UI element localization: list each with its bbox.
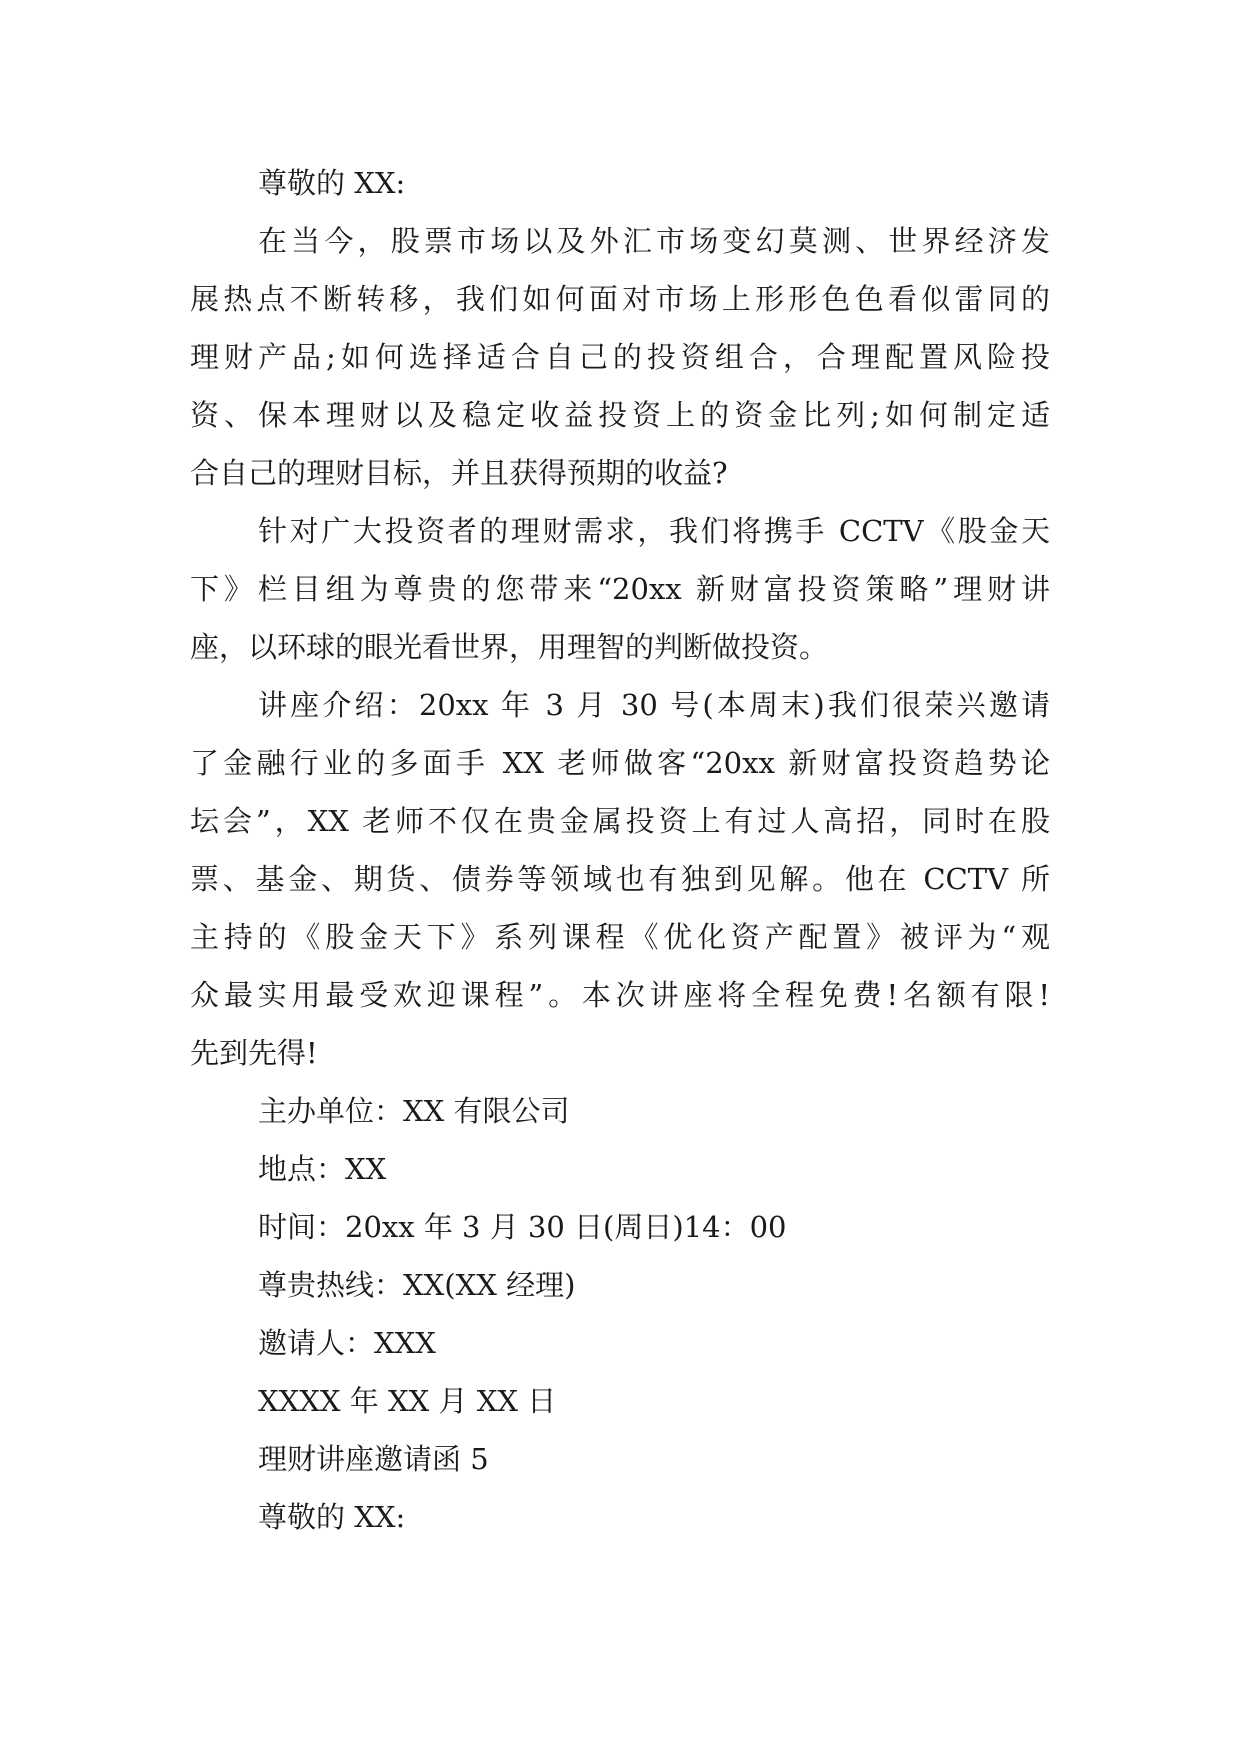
paragraph-3-line-2: 了金融行业的多面手 XX 老师做客“20xx 新财富投资趋势论 <box>190 746 1050 780</box>
paragraph-1-line-5: 合自己的理财目标，并且获得预期的收益? <box>190 456 728 490</box>
organizer-line: 主办单位：XX 有限公司 <box>258 1094 570 1128</box>
salutation: 尊敬的 XX: <box>258 166 406 200</box>
paragraph-3-line-4: 票、基金、期货、债券等领域也有独到见解。他在 CCTV 所 <box>190 862 1050 896</box>
date-line: XXXX 年 XX 月 XX 日 <box>258 1384 557 1418</box>
paragraph-1-line-2: 展热点不断转移，我们如何面对市场上形形色色看似雷同的 <box>190 282 1050 316</box>
paragraph-2-line-1: 针对广大投资者的理财需求，我们将携手 CCTV《股金天 <box>258 514 1050 548</box>
section-title: 理财讲座邀请函 5 <box>258 1442 489 1476</box>
paragraph-3-line-1: 讲座介绍：20xx 年 3 月 30 号(本周末)我们很荣兴邀请 <box>258 688 1050 722</box>
paragraph-3-line-5: 主持的《股金天下》系列课程《优化资产配置》被评为“观 <box>190 920 1050 954</box>
paragraph-1-line-3: 理财产品;如何选择适合自己的投资组合，合理配置风险投 <box>190 340 1050 374</box>
paragraph-3-line-6: 众最实用最受欢迎课程”。本次讲座将全程免费!名额有限! <box>190 978 1050 1012</box>
time-line: 时间：20xx 年 3 月 30 日(周日)14：00 <box>258 1210 787 1244</box>
paragraph-3-line-3: 坛会”，XX 老师不仅在贵金属投资上有过人高招，同时在股 <box>190 804 1050 838</box>
paragraph-3-line-7: 先到先得! <box>190 1036 318 1070</box>
paragraph-1-line-1: 在当今，股票市场以及外汇市场变幻莫测、世界经济发 <box>258 224 1050 258</box>
inviter-line: 邀请人：XXX <box>258 1326 436 1360</box>
paragraph-2-line-2: 下》栏目组为尊贵的您带来“20xx 新财富投资策略”理财讲 <box>190 572 1050 606</box>
hotline-line: 尊贵热线：XX(XX 经理) <box>258 1268 576 1302</box>
paragraph-1-line-4: 资、保本理财以及稳定收益投资上的资金比列;如何制定适 <box>190 398 1050 432</box>
paragraph-2-line-3: 座，以环球的眼光看世界，用理智的判断做投资。 <box>190 630 829 664</box>
location-line: 地点：XX <box>258 1152 387 1186</box>
salutation-2: 尊敬的 XX: <box>258 1500 406 1534</box>
